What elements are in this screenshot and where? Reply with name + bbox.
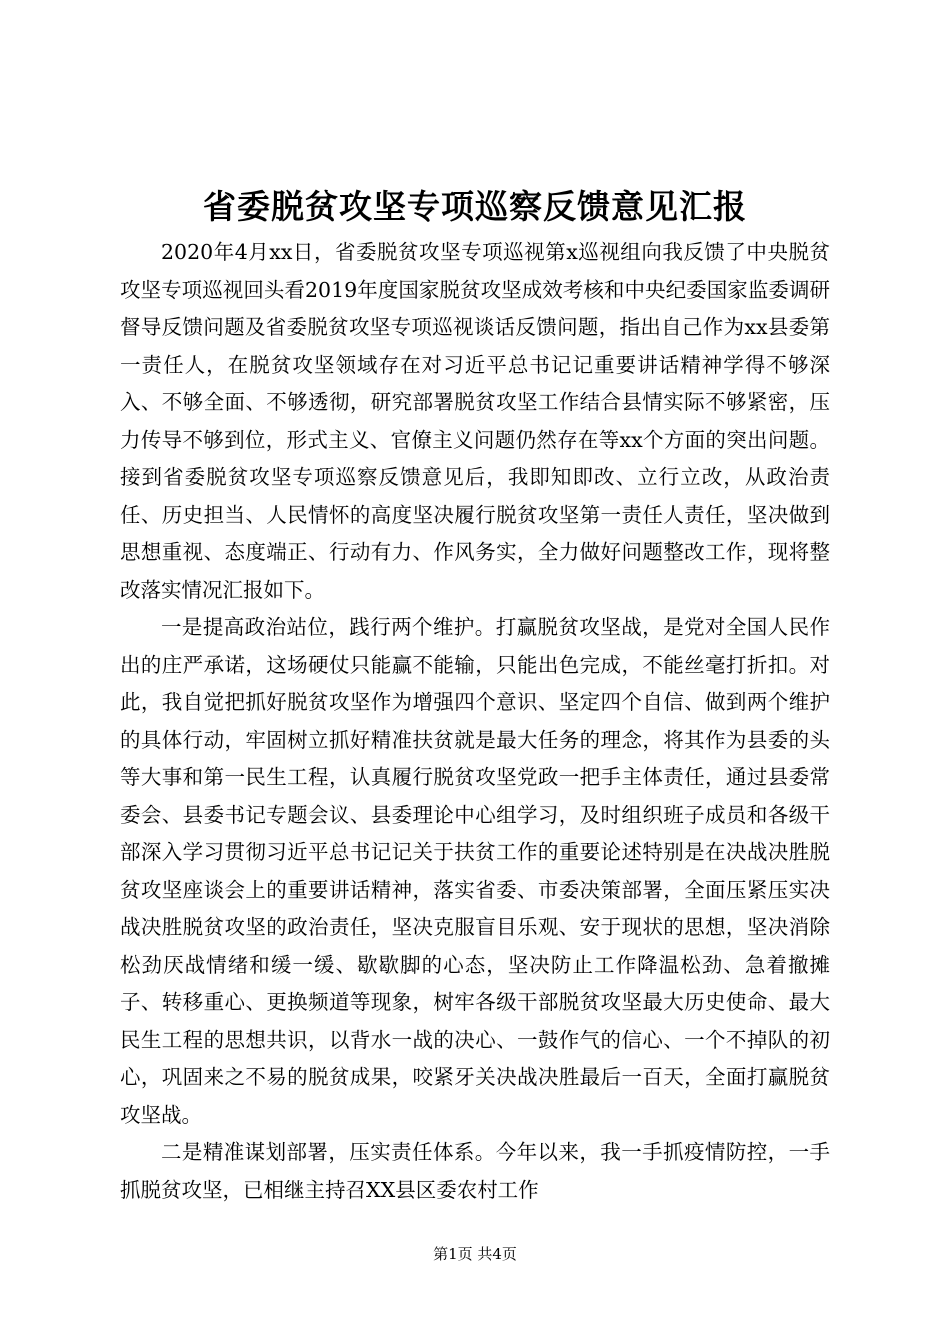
document-body [120, 234, 830, 1209]
body-paragraph-point-two: 二是精准谋划部署，压实责任体系。今年以来，我一手抓疫情防控，一手抓脱贫攻坚，已相继主持召XX县区委农村工作 [120, 1140, 830, 1202]
body-paragraph-point-one: 一是提高政治站位，践行两个维护。打赢脱贫攻坚战，是党对全国人民作出的庄严承诺，这场硬仗只能赢不能输，只能出色完成，不能丝毫打折扣。对此，我自觉把抓好脱贫攻坚作为增强四个意识、坚定四个自信、做到两个维护的具体行动，牢固树立抓好精准扶贫就是最大任务的理念，将其作为县委的头等大事和第一民生工程，认真履行脱贫攻坚党政一把手主体责任，通过县委常委会、县委书记专题会议、县委理论中心组学习，及时组织班子成员和各级干部深入学习贯彻习近平总书记记关于扶贫工作的重要论述特别是在决战决胜脱贫攻坚座谈会上的重要讲话精神，落实省委、市委决策部署，全面压紧压实决战决胜脱贫攻坚的政治责任，坚决克服盲目乐观、安于现状的思想，坚决消除松劲厌战情绪和缓一缓、歇歇脚的心态，坚决防止工作降温松劲、急着撤摊子、转移重心、更换频道等现象，树牢各级干部脱贫攻坚最大历史使命、最大民生工程的思想共识，以背水一战的决心、一鼓作气的信心、一个不掉队的初心，巩固来之不易的脱贫成果，咬紧牙关决战决胜最后一百天，全面打赢脱贫攻坚战。 [120, 615, 830, 1127]
page-number-footer: 第1页 共4页 [433, 1245, 517, 1263]
body-paragraph-intro: 2020年4月xx日，省委脱贫攻坚专项巡视第x巡视组向我反馈了中央脱贫攻坚专项巡视回头看2019年度国家脱贫攻坚成效考核和中央纪委国家监委调研督导反馈问题及省委脱贫攻坚专项巡视谈话反馈问题，指出自己作为xx县委第一责任人，在脱贫攻坚领域存在对习近平总书记记重要讲话精神学得不够深入、不够全面、不够透彻，研究部署脱贫攻坚工作结合县情实际不够紧密，压力传导不够到位，形式主义、官僚主义问题仍然存在等xx个方面的突出问题。接到省委脱贫攻坚专项巡察反馈意见后，我即知即改、立行立改，从政治责任、历史担当、人民情怀的高度坚决履行脱贫攻坚第一责任人责任，坚决做到思想重视、态度端正、行动有力、作风务实，全力做好问题整改工作，现将整改落实情况汇报如下。 [120, 240, 830, 602]
document-title: 省委脱贫攻坚专项巡察反馈意见汇报 [203, 187, 747, 226]
